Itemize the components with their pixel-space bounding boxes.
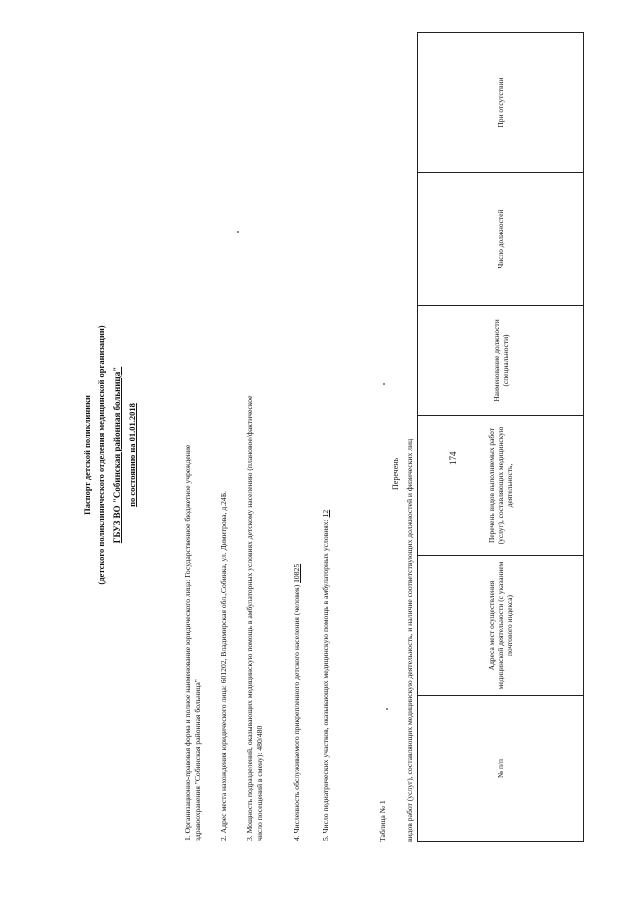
organization-name: ГБУЗ ВО "Собинская районная больница": [112, 366, 122, 544]
column-header-position-count: Число должностей: [418, 173, 584, 306]
item-2: 2. Адрес места нахождения юридического лица: 601202, Владимирская обл.,Собинка, ул. Димитрова, д.24Б.: [219, 491, 228, 841]
item-4-label: 4. Численность обслуживаемого прикрепленного детского населения (человек): [292, 582, 301, 841]
item-4: [292, 564, 302, 841]
scan-speck: [383, 383, 385, 385]
page-number: 174: [448, 451, 458, 465]
as-of-date: по состоянию на 01.01.2018: [127, 403, 137, 507]
item-5-label: 5. Число педиатрических участков, оказывающих медицинскую помощь в амбулаторных условиях:: [321, 517, 330, 841]
item-4-value: 10825: [292, 563, 301, 583]
item-1-line-2: здравоохранения "Собинская районная больница": [193, 679, 202, 841]
column-header-addresses: Адреса мест осуществления медицинской деятельности (с указанием почтового индекса): [418, 556, 584, 696]
column-header-work-types: Перечень видов выполняемых работ (услуг), составляющих медицинскую деятельность,: [418, 416, 584, 556]
column-header-absence: При отсутствии: [418, 33, 584, 173]
item-5-value: 12: [321, 509, 330, 518]
column-header-number: № п/п: [418, 696, 584, 842]
item-5: [321, 510, 331, 841]
item-3-line-1: 3. Мощность подразделений, оказывающих медицинскую помощь в амбулаторных условиях детскому населению (плановое/фактическое: [245, 395, 254, 841]
item-1-line-1: 1. Организационно-правовая форма и полное наименование юридического лица: Государственное бюджетное учреждение: [183, 444, 192, 841]
table-subtitle: видов работ (услуг), составляющих медицинскую деятельность, и наличие соответствующих должностей и физических лиц: [405, 438, 414, 842]
scan-speck: [386, 708, 388, 710]
item-3-line-2: число посещений в смену): 480/480: [255, 725, 264, 841]
services-table: [417, 32, 584, 842]
table-header-row: [418, 33, 584, 842]
column-header-position-name: Наименование должности (специальности): [418, 306, 584, 416]
table-title: Перечень: [391, 457, 400, 490]
table-label: Таблица № 1: [378, 800, 387, 842]
document-title: Паспорт детской поликлиники: [82, 395, 92, 515]
document-subtitle: (детского поликлинического отделения медицинской организации): [96, 325, 106, 585]
scan-speck: [237, 231, 239, 233]
